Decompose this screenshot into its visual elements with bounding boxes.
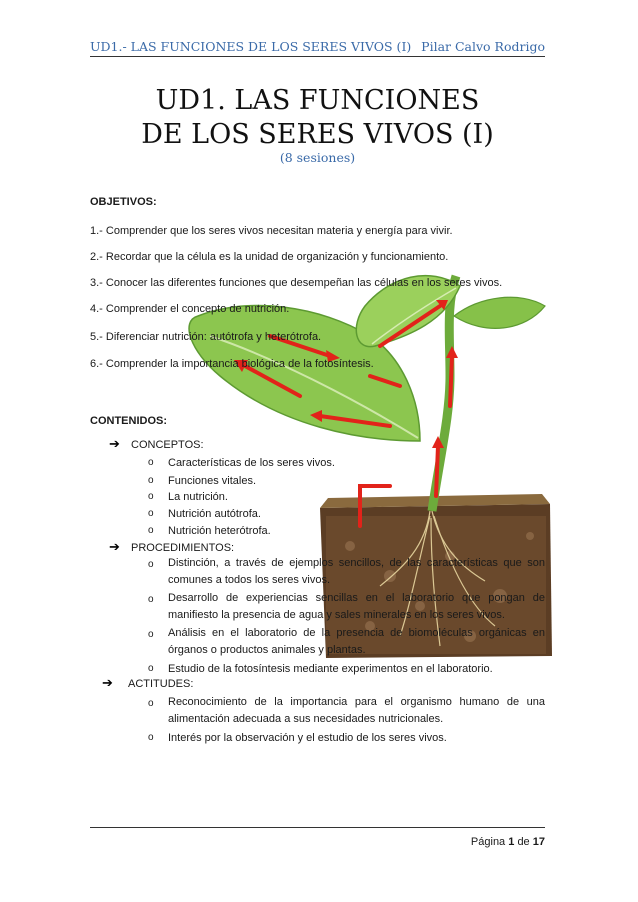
circle-bullet-icon: o [148,457,154,468]
objetivo-item: 4.- Comprender el concepto de nutrición. [90,303,290,315]
circle-bullet-icon: o [148,698,154,709]
actitud-item: Interés por la observación y el estudio de los seres vivos. [168,732,447,744]
page-number [471,836,545,848]
title-line-2: DE LOS SERES VIVOS (I) [141,119,494,150]
arrow-bullet-icon: ➔ [109,539,120,554]
concepto-item: Nutrición heterótrofa. [168,525,271,537]
header-title: UD1.- LAS FUNCIONES DE LOS SERES VIVOS (I) [90,39,412,54]
of-label: de [517,836,530,848]
page-header [90,36,545,57]
circle-bullet-icon: o [148,663,154,674]
circle-bullet-icon: o [148,559,154,570]
right-leaf [454,297,545,328]
objetivo-item: 1.- Comprender que los seres vivos necesitan materia y energía para vivir. [90,225,453,237]
arrow-bullet-icon: ➔ [109,436,120,451]
circle-bullet-icon: o [148,475,154,486]
circle-bullet-icon: o [148,594,154,605]
circle-bullet-icon: o [148,732,154,743]
title-line-1: UD1. LAS FUNCIONES [155,85,480,116]
arrow-bullet-icon: ➔ [102,675,113,690]
header-author: Pilar Calvo Rodrigo [421,39,545,54]
page-footer [90,827,545,848]
procedimiento-item: Estudio de la fotosíntesis mediante experimentos en el laboratorio. [168,663,493,675]
objetivos-heading: OBJETIVOS: [90,196,157,208]
procedimientos-label: PROCEDIMIENTOS: [131,542,235,554]
document-title [90,84,545,152]
concepto-item: Características de los seres vivos. [168,457,335,469]
concepto-item: Nutrición autótrofa. [168,508,261,520]
circle-bullet-icon: o [148,508,154,519]
procedimiento-item: Distinción, a través de ejemplos sencillos, de las características que son comunes a todos los seres vivos. [168,557,545,586]
conceptos-label: CONCEPTOS: [131,439,204,451]
circle-bullet-icon: o [148,525,154,536]
concepto-item: La nutrición. [168,491,228,503]
page-label: Página [470,836,506,848]
sessions-subtitle: (8 sesiones) [279,150,356,165]
objetivo-item: 3.- Conocer las diferentes funciones que desempeñan las células en los seres vivos. [90,277,503,289]
procedimiento-item: Análisis en el laboratorio de la presencia de biomoléculas orgánicas en órganos o productos animales y plantas. [168,627,545,656]
objetivo-item: 6.- Comprender la importancia biológica de la fotosíntesis. [90,358,374,370]
concepto-item: Funciones vitales. [168,475,257,487]
objetivo-item: 5.- Diferenciar nutrición: autótrofa y heterótrofa. [90,331,322,343]
contenidos-heading: CONTENIDOS: [90,415,167,427]
procedimiento-item: Desarrollo de experiencias sencillas en el laboratorio que pongan de manifiesto la presencia de agua y sales minerales en los seres vivos. [168,592,545,621]
total-pages: 17 [532,836,545,848]
circle-bullet-icon: o [148,629,154,640]
actitudes-label: ACTITUDES: [128,678,194,690]
circle-bullet-icon: o [148,491,154,502]
actitud-item: Reconocimiento de la importancia para el organismo humano de una alimentación adecuada a sus necesidades nutricionales. [168,696,545,725]
current-page: 1 [508,836,515,848]
objetivo-item: 2.- Recordar que la célula es la unidad de organización y funcionamiento. [90,251,449,263]
